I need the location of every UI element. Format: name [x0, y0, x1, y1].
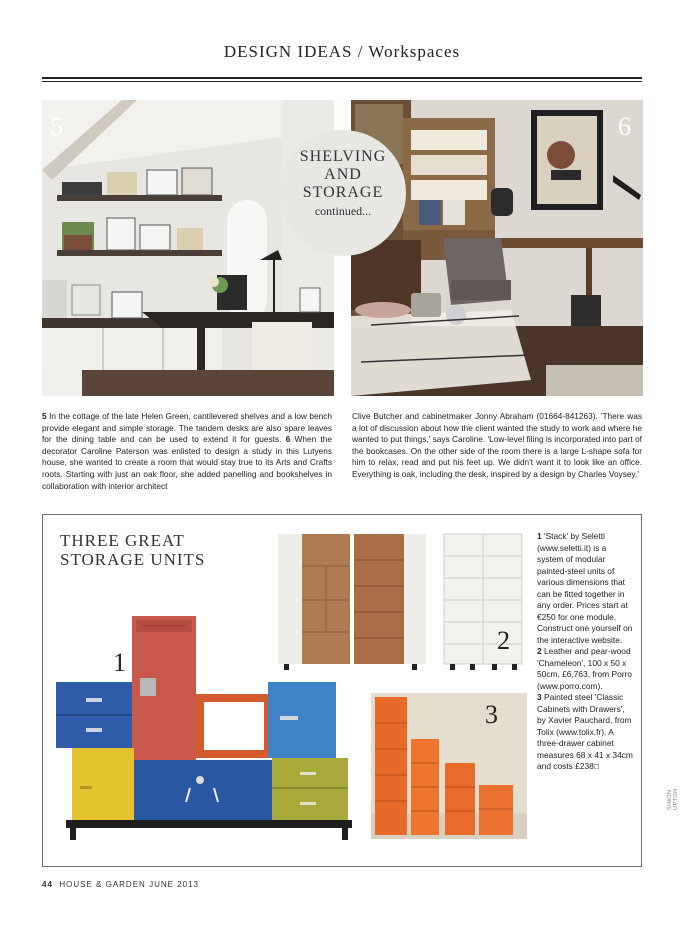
issue-date: JUNE 2013 [149, 880, 199, 889]
page-number: 44 [42, 880, 53, 889]
photo-credit: SIMON UPTON [667, 788, 679, 810]
caption-number-6: 6 [285, 434, 291, 445]
photo-cottage-workspace [42, 100, 334, 396]
caption-column-1 [42, 411, 332, 492]
storage-title-line-1: THREE GREAT [60, 531, 185, 550]
product-desc-num-1: 1 [537, 531, 542, 541]
end-mark: □ [593, 761, 599, 771]
badge-line-4: continued... [314, 204, 372, 218]
product-image-tolix [371, 693, 527, 839]
storage-title-line-2: STORAGE UNITS [60, 550, 206, 569]
photo-number-6: 6 [618, 112, 631, 141]
product-descriptions [537, 531, 635, 773]
storage-panel-title [60, 531, 205, 569]
product-description-3 [537, 692, 635, 773]
section-badge [280, 130, 406, 256]
publication-name: HOUSE & GARDEN [59, 880, 146, 889]
photo-number-5: 5 [50, 112, 63, 141]
product-image-chameleon [272, 530, 528, 672]
caption-text-5: In the cottage of the late Helen Green, cantilevered shelves and a low bench provide elegant and simple storage. The tandem desks are also spare leaves for the dining table and can be used to extend it for guests. [42, 411, 332, 445]
caption-column-2: Clive Butcher and cabinetmaker Jonny Abraham (01664-841263). 'There was a lot of discussion about how the client wanted the study to work and where he wanted to put things,' says Caroline. 'Low-level filing is incorporated into part of the bookcases. On the other side of the room there is a large L-shape sofa for him to relax, read and put his feet up. We didn't want it to look like an office. Everything is oak, including the desk, inspired by a design by Charles Voysey.' [352, 411, 642, 479]
product-number-1: 1 [113, 648, 126, 677]
header-rule [42, 77, 642, 79]
header-rule-thin [42, 81, 642, 82]
product-desc-num-3: 3 [537, 692, 542, 702]
product-desc-text-3: Painted steel 'Classic Cabinets with Drawers', by Xavier Pauchard, from Tolix (www.tolix.fr). A three-drawer cabinet measures 68 x 41 x 34cm and costs £238 [537, 692, 633, 771]
product-desc-text-1: 'Stack' by Seletti (www.seletti.it) is a system of modular painted-steel units of various dimensions that can be fitted together in any order. Prices start at €250 for one module. Construct one yourself on the interactive website. [537, 531, 633, 645]
page-folio [42, 880, 199, 889]
product-number-3: 3 [485, 700, 498, 729]
product-number-2: 2 [497, 626, 510, 655]
badge-line-2: AND [324, 166, 362, 183]
caption-text-6: When the decorator Caroline Paterson was enlisted to design a study in this Lutyens house, she wanted to create a room that would stay true to its Arts and Crafts roots. Starting with just an oak floor, she added panelling and bookshelves in collaboration with interior architect [42, 434, 333, 491]
product-desc-num-2: 2 [537, 646, 542, 656]
badge-line-3: STORAGE [302, 184, 384, 201]
product-description-2 [537, 646, 635, 692]
product-desc-text-2: Leather and pear-wood 'Chameleon', 100 x 50 x 50cm, £6,763, from Porro (www.porro.com). [537, 646, 632, 691]
caption-number-5: 5 [42, 411, 47, 421]
badge-line-1: SHELVING [299, 148, 387, 165]
product-description-1 [537, 531, 635, 646]
section-header: DESIGN IDEAS / Workspaces [223, 42, 461, 61]
photo-lutyens-study [351, 100, 643, 396]
